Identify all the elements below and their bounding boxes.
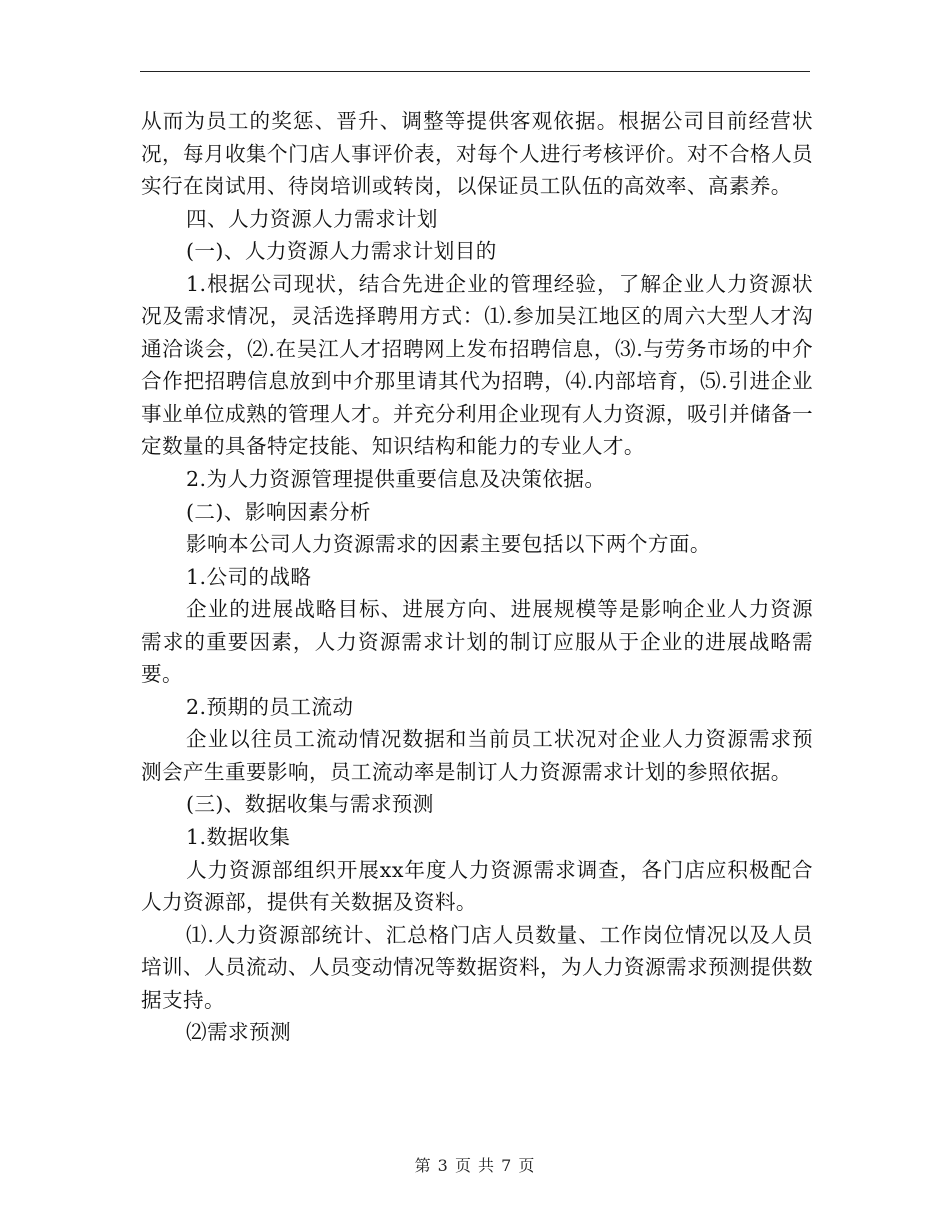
paragraph: 1.根据公司现状，结合先进企业的管理经验，了解企业人力资源状况及需求情况，灵活选择聘用方式：⑴.参加吴江地区的周六大型人才沟通洽谈会，⑵.在吴江人才招聘网上发布招聘信息，⑶.与劳务市场的中介合作把招聘信息放到中介那里请其代为招聘，⑷.内部培育，⑸.引进企业事业单位成熟的管理人才。并充分利用企业现有人力资源，吸引并储备一定数量的具备特定技能、知识结构和能力的专业人才。 [141,271,813,459]
paragraph: 企业以往员工流动情况数据和当前员工状况对企业人力资源需求预测会产生重要影响，员工流动率是制订人力资源需求计划的参照依据。 [141,727,813,784]
section-heading: 四、人力资源人力需求计划 [186,206,438,231]
item-heading: 1.数据收集 [186,825,291,850]
item-heading: 1.公司的战略 [186,564,312,589]
paragraph: 企业的进展战略目标、进展方向、进展规模等是影响企业人力资源需求的重要因素，人力资源需求计划的制订应服从于企业的进展战略需要。 [141,597,813,687]
item-heading: ⑵需求预测 [186,1020,291,1045]
subsection-heading: (三)、数据收集与需求预测 [186,792,434,817]
paragraph: 人力资源部组织开展xx年度人力资源需求调查，各门店应积极配合人力资源部，提供有关数据及资料。 [141,857,813,915]
item-heading: 2.预期的员工流动 [186,694,354,719]
paragraph: 从而为员工的奖惩、晋升、调整等提供客观依据。根据公司目前经营状况，每月收集个门店人事评价表，对每个人进行考核评价。对不合格人员实行在岗试用、待岗培训或转岗，以保证员工队伍的高效率、高素养。 [141,109,813,199]
subsection-heading: (一)、人力资源人力需求计划目的 [186,239,497,264]
paragraph: 影响本公司人力资源需求的因素主要包括以下两个方面。 [186,532,711,557]
paragraph: 2.为人力资源管理提供重要信息及决策依据。 [186,467,606,492]
paragraph: ⑴.人力资源部统计、汇总格门店人员数量、工作岗位情况以及人员培训、人员流动、人员变动情况等数据资料，为人力资源需求预测提供数据支持。 [141,922,813,1012]
document-body [141,105,813,1049]
page-footer [0,1153,950,1176]
page-number: 第 3 页 共 7 页 [414,1156,536,1175]
header-rule [140,71,810,72]
subsection-heading: (二)、影响因素分析 [186,499,371,524]
